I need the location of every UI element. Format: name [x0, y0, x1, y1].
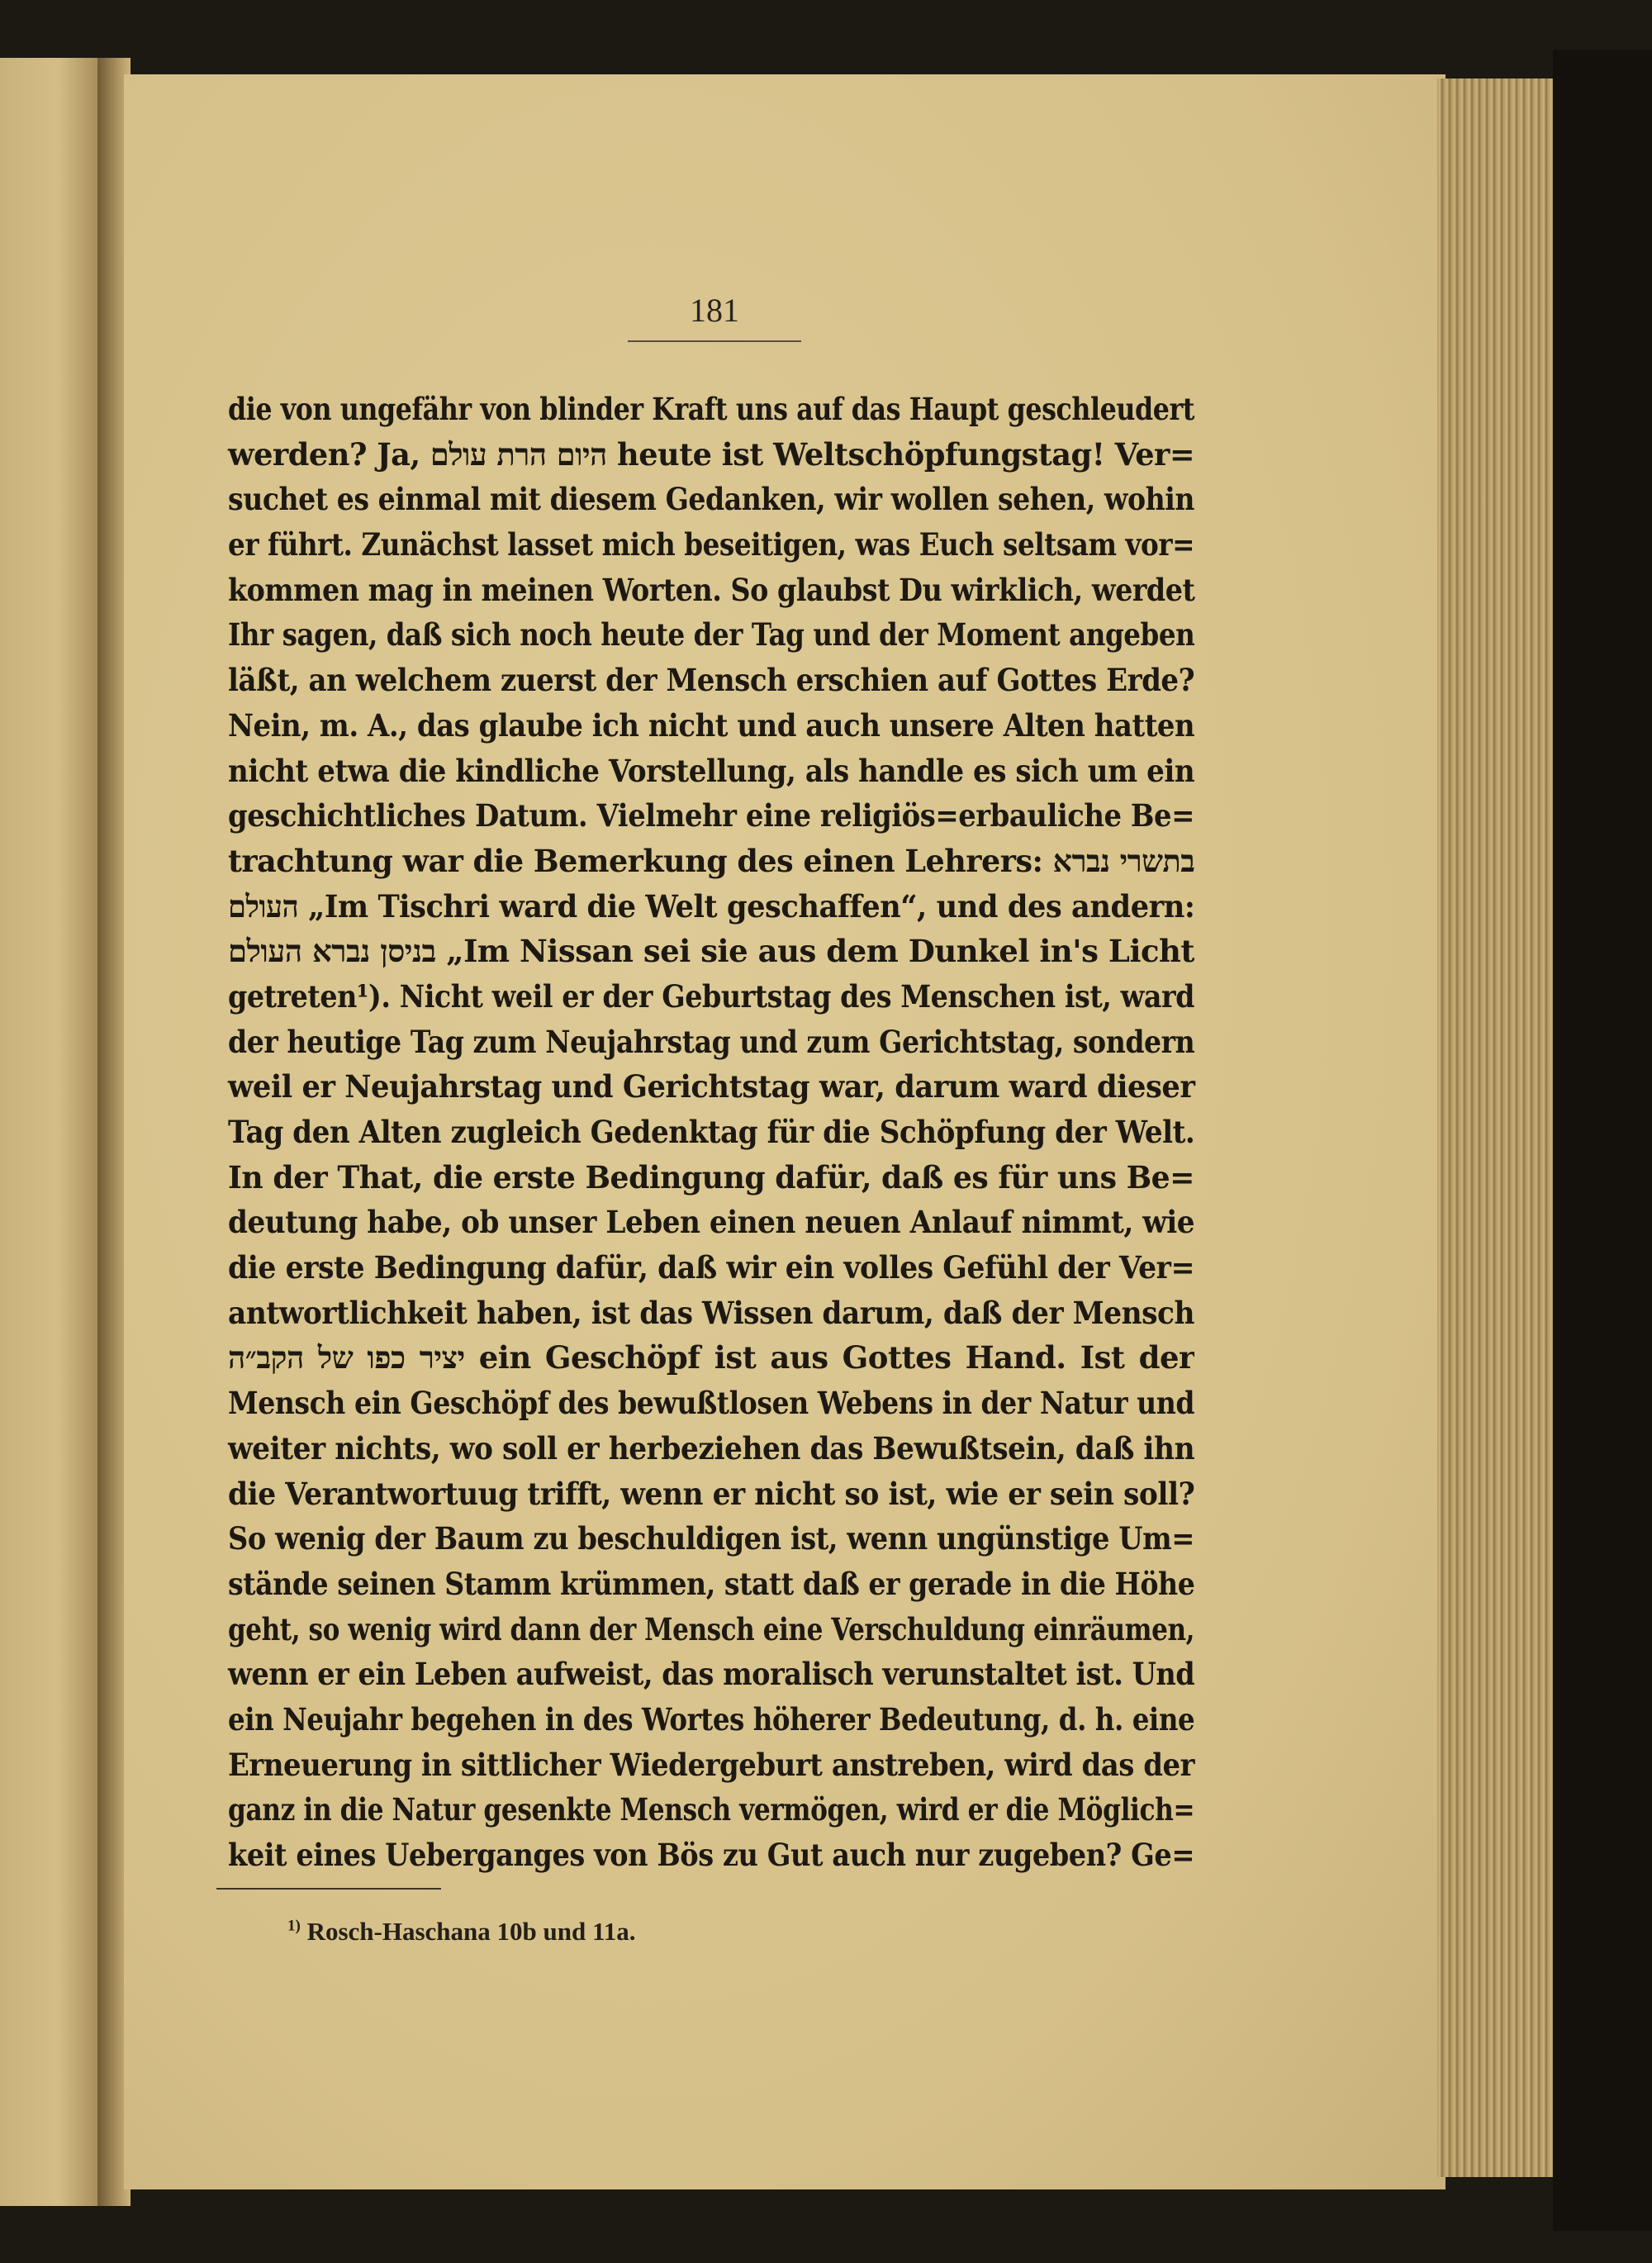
text-line: ganz in die Natur gesenkte Mensch vermögen, wird er die Möglich= [228, 1791, 1195, 1828]
text-line: geht, so wenig wird dann der Mensch eine Verschuldung einräumen, [228, 1610, 1194, 1647]
text-line: die von ungefähr von blinder Kraft uns auf das Haupt geschleudert [228, 391, 1194, 427]
page-edges [1437, 78, 1553, 2177]
footnote-marker: 1) [287, 1917, 301, 1935]
text-line: getreten¹). Nicht weil er der Geburtstag des Menschen ist, ward [228, 977, 1194, 1015]
text-line: stände seinen Stamm krümmen, statt daß er gerade in die Höhe [228, 1565, 1195, 1602]
text-line: die Verantwortuug trifft, wenn er nicht so ist, wie er sein soll? [228, 1475, 1195, 1512]
text-line: Nein, m. A., das glaube ich nicht und auch unsere Alten hatten [228, 706, 1195, 744]
text-line: deutung habe, ob unser Leben einen neuen Anlauf nimmt, wie [228, 1204, 1195, 1241]
facing-left-page [0, 58, 97, 2206]
text-line: In der That, die erste Bedingung dafür, daß es für uns Be= [228, 1158, 1194, 1196]
text-line: Ihr sagen, daß sich noch heute der Tag und der Moment angeben [228, 616, 1195, 654]
text-line: So wenig der Baum zu beschuldigen ist, wenn ungünstige Um= [228, 1520, 1194, 1557]
text-line: Tag den Alten zugleich Gedenktag für die Schöpfung der Welt. [228, 1114, 1195, 1150]
header-rule [628, 340, 801, 342]
text-line: der heutige Tag zum Neujahrstag und zum Gerichtstag, sondern [228, 1023, 1195, 1060]
text-line: Erneuerung in sittlicher Wiedergeburt anstreben, wird das der [228, 1746, 1195, 1783]
text-line: weiter nichts, wo soll er herbeziehen das Bewußtsein, daß ihn [228, 1429, 1195, 1467]
text-line: wenn er ein Leben aufweist, das moralisch verunstaltet ist. Und [228, 1656, 1195, 1693]
text-line: העולם „Im Tischri ward die Welt geschaffen“, und des andern: [228, 887, 1195, 925]
text-line: kommen mag in meinen Worten. So glaubst Du wirklich, werdet [228, 571, 1195, 608]
text-line: antwortlichkeit haben, ist das Wissen darum, daß der Mensch [228, 1294, 1195, 1331]
text-line: keit eines Ueberganges von Bös zu Gut auch nur zugeben? Ge= [228, 1837, 1194, 1873]
footnote-rule [216, 1888, 441, 1890]
text-line: יציר כפו של הקב״ה ein Geschöpf ist aus Gottes Hand. Ist der [228, 1339, 1194, 1376]
footnote [287, 1917, 636, 1947]
text-line: läßt, an welchem zuerst der Mensch erschien auf Gottes Erde? [228, 662, 1195, 699]
text-line: werden? Ja, היום הרת עולם heute ist Weltschöpfungstag! Ver= [228, 435, 1195, 473]
book-cover-edge [1553, 50, 1652, 2231]
text-line: בניסן נברא העולם „Im Nissan sei sie aus dem Dunkel in's Licht [228, 933, 1194, 970]
text-line: suchet es einmal mit diesem Gedanken, wir wollen sehen, wohin [228, 481, 1194, 518]
footnote-text: Rosch-Haschana 10b und 11a. [306, 1917, 636, 1946]
text-line: er führt. Zunächst lasset mich beseitigen, was Euch seltsam vor= [228, 526, 1194, 563]
body-text [228, 387, 1194, 1878]
text-line: die erste Bedingung dafür, daß wir ein volles Gefühl der Ver= [228, 1249, 1194, 1286]
text-line: trachtung war die Bemerkung des einen Lehrers: בתשרי נברא [228, 842, 1195, 879]
text-line: geschichtliches Datum. Vielmehr eine religiös=erbauliche Be= [228, 797, 1194, 834]
text-line: weil er Neujahrstag und Gerichtstag war, darum ward dieser [228, 1068, 1195, 1105]
text-line: ein Neujahr begehen in des Wortes höherer Bedeutung, d. h. eine [228, 1700, 1195, 1738]
text-line: Mensch ein Geschöpf des bewußtlosen Webens in der Natur und [228, 1385, 1195, 1422]
page-number: 181 [690, 292, 739, 329]
text-line: nicht etwa die kindliche Vorstellung, als handle es sich um ein [228, 752, 1195, 789]
